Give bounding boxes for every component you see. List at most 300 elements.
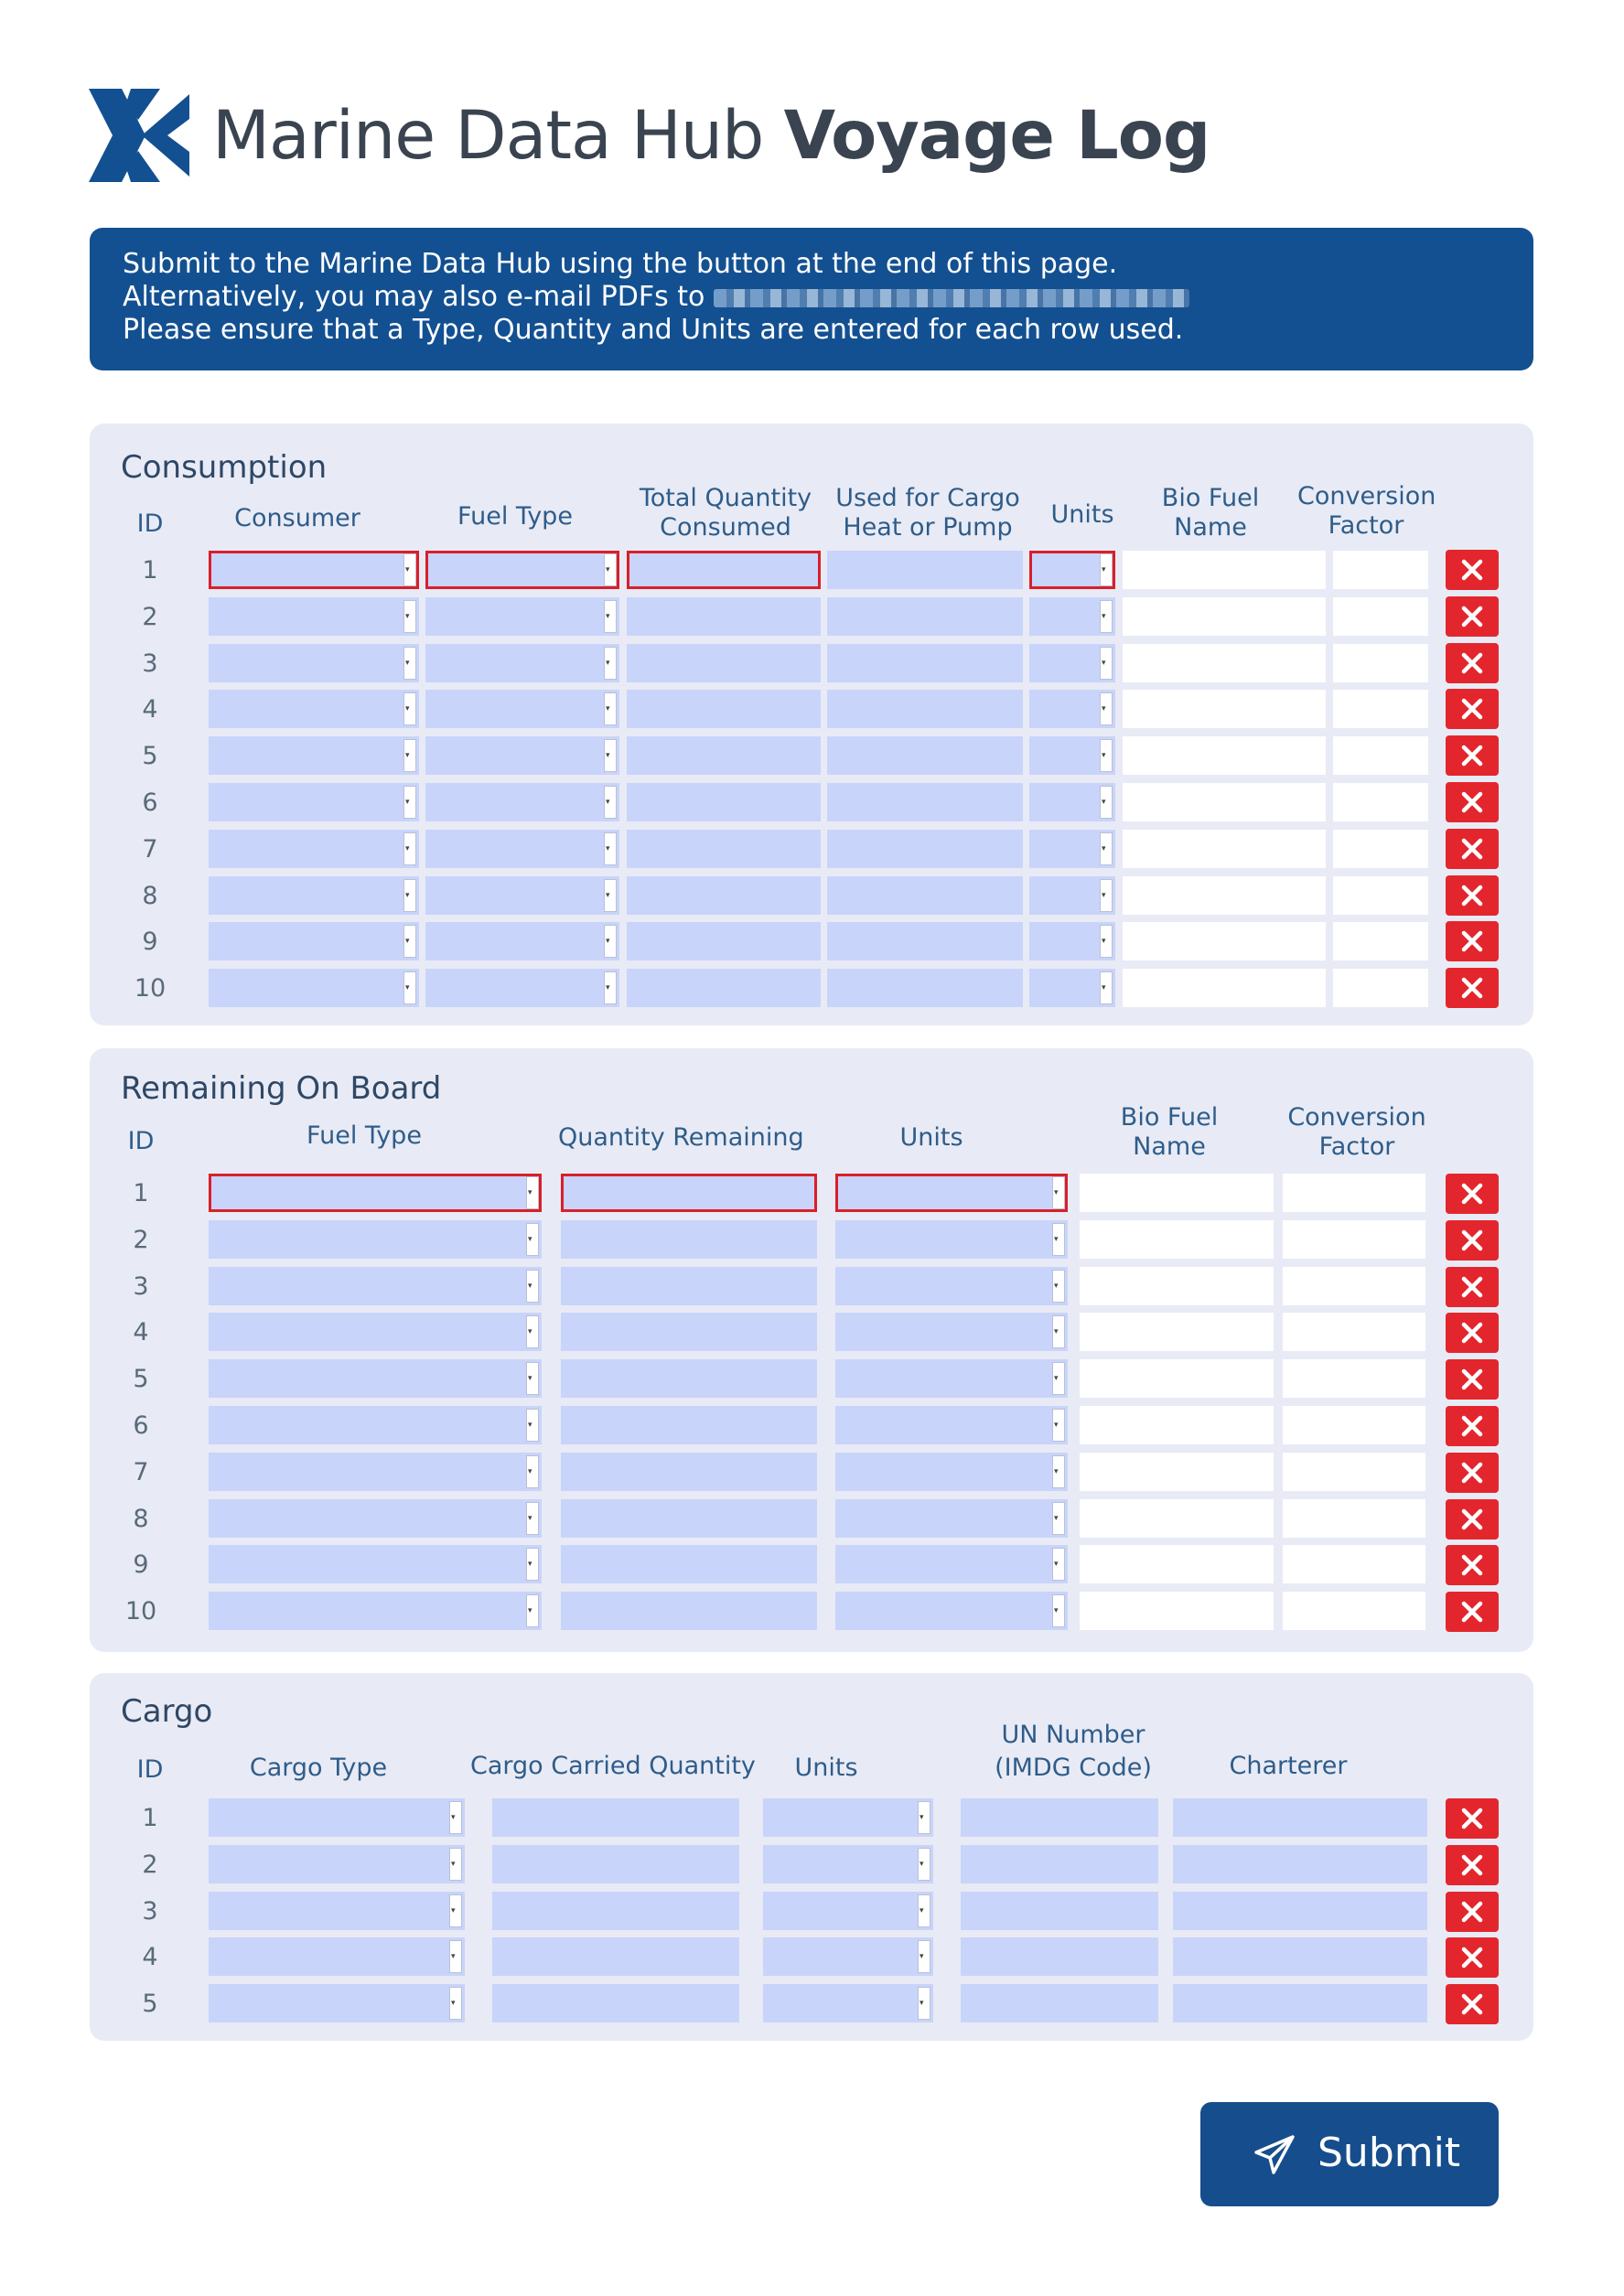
units-select[interactable]	[835, 1545, 1068, 1583]
bio-fuel-name-input[interactable]	[1123, 830, 1326, 868]
chevron-down-icon	[403, 832, 416, 865]
conversion-factor-input[interactable]	[1283, 1453, 1425, 1491]
conversion-factor-input[interactable]	[1283, 1592, 1425, 1630]
delete-row-button[interactable]	[1446, 735, 1499, 776]
delete-row-button[interactable]	[1446, 1798, 1499, 1839]
close-icon	[1461, 838, 1483, 860]
cargo-heat-input[interactable]	[827, 551, 1023, 589]
total-quantity-input[interactable]	[627, 783, 821, 821]
chevron-down-icon	[1052, 1502, 1065, 1535]
fuel-type-select[interactable]	[425, 922, 619, 960]
fuel-type-select[interactable]	[425, 969, 619, 1007]
consumer-select[interactable]	[209, 876, 419, 915]
conversion-factor-input[interactable]	[1333, 551, 1428, 589]
units-select[interactable]	[1029, 551, 1115, 589]
delete-row-button[interactable]	[1446, 1545, 1499, 1585]
chevron-down-icon	[1100, 739, 1113, 772]
total-quantity-input[interactable]	[627, 969, 821, 1007]
delete-row-button[interactable]	[1446, 1174, 1499, 1214]
bio-fuel-name-input[interactable]	[1080, 1592, 1274, 1630]
charterer-input[interactable]	[1173, 1937, 1427, 1976]
consumer-select[interactable]	[209, 736, 419, 775]
fuel-type-select[interactable]	[209, 1545, 542, 1583]
section-title: Consumption	[121, 449, 328, 486]
chevron-down-icon	[526, 1223, 539, 1256]
units-select[interactable]	[763, 1984, 933, 2022]
delete-row-button[interactable]	[1446, 1845, 1499, 1885]
col-header-quantity-remaining: Quantity Remaining	[558, 1123, 804, 1152]
conversion-factor-input[interactable]	[1283, 1406, 1425, 1444]
fuel-type-select[interactable]	[209, 1453, 542, 1491]
chevron-down-icon	[1052, 1223, 1065, 1256]
col-header-conversion: Conversion Factor	[1297, 482, 1436, 540]
units-select[interactable]	[835, 1499, 1068, 1538]
conversion-factor-input[interactable]	[1333, 830, 1428, 868]
row-id: 2	[133, 1225, 149, 1254]
row-id: 5	[133, 1365, 149, 1394]
fuel-type-select[interactable]	[209, 1267, 542, 1305]
quantity-remaining-input[interactable]	[561, 1220, 817, 1259]
bio-fuel-name-input[interactable]	[1123, 876, 1326, 915]
col-header-bio-fuel: Bio Fuel Name	[1120, 1103, 1219, 1161]
units-select[interactable]	[835, 1406, 1068, 1444]
cargo-type-select[interactable]	[209, 1984, 465, 2022]
cargo-heat-input[interactable]	[827, 876, 1023, 915]
close-icon	[1461, 1554, 1483, 1576]
charterer-input[interactable]	[1173, 1798, 1427, 1837]
fuel-type-select[interactable]	[209, 1406, 542, 1444]
delete-row-button[interactable]	[1446, 1499, 1499, 1540]
total-quantity-input[interactable]	[627, 736, 821, 775]
chevron-down-icon	[1052, 1362, 1065, 1395]
submit-label: Submit	[1317, 2130, 1461, 2176]
col-header-bio-fuel: Bio Fuel Name	[1161, 484, 1260, 542]
row-id: 3	[142, 649, 158, 678]
quantity-remaining-input[interactable]	[561, 1174, 817, 1212]
quantity-remaining-input[interactable]	[561, 1267, 817, 1305]
consumer-select[interactable]	[209, 922, 419, 960]
un-number-input[interactable]	[961, 1798, 1158, 1837]
charterer-input[interactable]	[1173, 1984, 1427, 2022]
fuel-type-select[interactable]	[425, 876, 619, 915]
chevron-down-icon	[1052, 1594, 1065, 1627]
remaining-on-board-section	[90, 1048, 1533, 1652]
chevron-down-icon	[918, 1940, 930, 1973]
fuel-type-select[interactable]	[209, 1313, 542, 1351]
bio-fuel-name-input[interactable]	[1123, 969, 1326, 1007]
delete-row-button[interactable]	[1446, 1220, 1499, 1261]
cargo-heat-input[interactable]	[827, 969, 1023, 1007]
delete-row-button[interactable]	[1446, 1406, 1499, 1446]
delete-row-button[interactable]	[1446, 689, 1499, 729]
un-number-input[interactable]	[961, 1937, 1158, 1976]
brand-x-logo-icon	[89, 89, 189, 182]
fuel-type-select[interactable]	[425, 830, 619, 868]
delete-row-button[interactable]	[1446, 643, 1499, 683]
consumer-select[interactable]	[209, 690, 419, 728]
cargo-heat-input[interactable]	[827, 736, 1023, 775]
row-id: 2	[142, 1850, 158, 1879]
bio-fuel-name-input[interactable]	[1080, 1545, 1274, 1583]
cargo-type-select[interactable]	[209, 1892, 465, 1930]
total-quantity-input[interactable]	[627, 876, 821, 915]
conversion-factor-input[interactable]	[1333, 969, 1428, 1007]
chevron-down-icon	[403, 553, 416, 586]
consumer-select[interactable]	[209, 830, 419, 868]
chevron-down-icon	[604, 739, 617, 772]
chevron-down-icon	[918, 1894, 930, 1927]
conversion-factor-input[interactable]	[1333, 597, 1428, 636]
units-select[interactable]	[835, 1313, 1068, 1351]
chevron-down-icon	[604, 647, 617, 680]
fuel-type-select[interactable]	[209, 1220, 542, 1259]
units-select[interactable]	[835, 1453, 1068, 1491]
chevron-down-icon	[1052, 1548, 1065, 1581]
close-icon	[1461, 1368, 1483, 1390]
cargo-type-select[interactable]	[209, 1937, 465, 1976]
conversion-factor-input[interactable]	[1283, 1313, 1425, 1351]
fuel-type-select[interactable]	[209, 1499, 542, 1538]
row-id: 1	[142, 556, 158, 585]
fuel-type-select[interactable]	[209, 1174, 542, 1212]
units-select[interactable]	[1029, 597, 1115, 636]
close-icon	[1461, 1993, 1483, 2015]
delete-row-button[interactable]	[1446, 1359, 1499, 1400]
delete-row-button[interactable]	[1446, 550, 1499, 590]
section-title: Cargo	[121, 1693, 213, 1730]
consumption-section	[90, 424, 1533, 1025]
units-select[interactable]	[763, 1892, 933, 1930]
delete-row-button[interactable]	[1446, 1592, 1499, 1632]
row-id: 6	[142, 789, 158, 817]
close-icon	[1461, 1415, 1483, 1437]
chevron-down-icon	[604, 971, 617, 1004]
chevron-down-icon	[918, 1987, 930, 2020]
row-id: 7	[133, 1457, 149, 1486]
chevron-down-icon	[1052, 1270, 1065, 1303]
bio-fuel-name-input[interactable]	[1123, 690, 1326, 728]
paper-plane-icon	[1253, 2135, 1296, 2175]
bio-fuel-name-input[interactable]	[1123, 551, 1326, 589]
col-header-id: ID	[136, 1755, 164, 1784]
close-icon	[1461, 1601, 1483, 1623]
conversion-factor-input[interactable]	[1283, 1267, 1425, 1305]
bio-fuel-name-input[interactable]	[1080, 1406, 1274, 1444]
cargo-quantity-input[interactable]	[492, 1937, 739, 1976]
col-header-total-quantity: Total Quantity Consumed	[639, 484, 812, 542]
delete-row-button[interactable]	[1446, 1453, 1499, 1493]
cargo-quantity-input[interactable]	[492, 1892, 739, 1930]
chevron-down-icon	[526, 1455, 539, 1488]
chevron-down-icon	[449, 1848, 462, 1881]
chevron-down-icon	[403, 600, 416, 633]
chevron-down-icon	[604, 600, 617, 633]
row-id: 9	[133, 1550, 149, 1580]
charterer-input[interactable]	[1173, 1892, 1427, 1930]
total-quantity-input[interactable]	[627, 551, 821, 589]
chevron-down-icon	[1100, 786, 1113, 819]
close-icon	[1461, 1808, 1483, 1829]
submit-button[interactable]	[1200, 2102, 1499, 2206]
cargo-quantity-input[interactable]	[492, 1845, 739, 1883]
quantity-remaining-input[interactable]	[561, 1313, 817, 1351]
conversion-factor-input[interactable]	[1333, 876, 1428, 915]
fuel-type-select[interactable]	[209, 1592, 542, 1630]
cargo-quantity-input[interactable]	[492, 1798, 739, 1837]
bio-fuel-name-input[interactable]	[1123, 783, 1326, 821]
row-id: 3	[133, 1271, 149, 1301]
close-icon	[1461, 698, 1483, 720]
bio-fuel-name-input[interactable]	[1123, 644, 1326, 682]
total-quantity-input[interactable]	[627, 922, 821, 960]
close-icon	[1461, 652, 1483, 674]
delete-row-button[interactable]	[1446, 782, 1499, 822]
chevron-down-icon	[1052, 1176, 1065, 1209]
col-header-consumer: Consumer	[234, 504, 360, 532]
total-quantity-input[interactable]	[627, 830, 821, 868]
col-header-units: Units	[1050, 500, 1114, 529]
un-number-input[interactable]	[961, 1892, 1158, 1930]
fuel-type-select[interactable]	[425, 783, 619, 821]
chevron-down-icon	[1052, 1409, 1065, 1442]
conversion-factor-input[interactable]	[1283, 1545, 1425, 1583]
bio-fuel-name-input[interactable]	[1080, 1359, 1274, 1398]
chevron-down-icon	[449, 1987, 462, 2020]
bio-fuel-name-input[interactable]	[1080, 1313, 1274, 1351]
un-number-input[interactable]	[961, 1984, 1158, 2022]
delete-row-button[interactable]	[1446, 1267, 1499, 1307]
units-select[interactable]	[835, 1220, 1068, 1259]
chevron-down-icon	[604, 925, 617, 958]
fuel-type-select[interactable]	[425, 736, 619, 775]
row-id: 4	[142, 695, 158, 724]
row-id: 10	[134, 974, 167, 1003]
close-icon	[1461, 559, 1483, 581]
chevron-down-icon	[604, 786, 617, 819]
row-id: 8	[133, 1504, 149, 1533]
row-id: 3	[142, 1896, 158, 1926]
chevron-down-icon	[604, 879, 617, 912]
col-header-charterer: Charterer	[1229, 1752, 1348, 1780]
col-header-id: ID	[127, 1127, 155, 1155]
units-select[interactable]	[1029, 922, 1115, 960]
total-quantity-input[interactable]	[627, 597, 821, 636]
chevron-down-icon	[526, 1176, 539, 1209]
row-id: 8	[142, 881, 158, 910]
units-select[interactable]	[1029, 644, 1115, 682]
delete-row-button[interactable]	[1446, 921, 1499, 961]
col-header-units: Units	[794, 1754, 858, 1782]
consumer-select[interactable]	[209, 783, 419, 821]
chevron-down-icon	[1100, 925, 1113, 958]
units-select[interactable]	[1029, 830, 1115, 868]
chevron-down-icon	[403, 739, 416, 772]
bio-fuel-name-input[interactable]	[1080, 1453, 1274, 1491]
close-icon	[1461, 1947, 1483, 1969]
close-icon	[1461, 885, 1483, 907]
close-icon	[1461, 1854, 1483, 1876]
conversion-factor-input[interactable]	[1283, 1499, 1425, 1538]
units-select[interactable]	[763, 1937, 933, 1976]
chevron-down-icon	[526, 1315, 539, 1348]
cargo-type-select[interactable]	[209, 1798, 465, 1837]
close-icon	[1461, 606, 1483, 628]
chevron-down-icon	[526, 1362, 539, 1395]
charterer-input[interactable]	[1173, 1845, 1427, 1883]
cargo-heat-input[interactable]	[827, 690, 1023, 728]
chevron-down-icon	[403, 879, 416, 912]
chevron-down-icon	[1100, 692, 1113, 725]
banner-line-1: Submit to the Marine Data Hub using the button at the end of this page.	[123, 248, 1118, 280]
units-select[interactable]	[835, 1592, 1068, 1630]
fuel-type-select[interactable]	[425, 597, 619, 636]
close-icon	[1461, 977, 1483, 999]
delete-row-button[interactable]	[1446, 1313, 1499, 1353]
bio-fuel-name-input[interactable]	[1080, 1499, 1274, 1538]
col-header-conversion: Conversion Factor	[1287, 1103, 1426, 1161]
chevron-down-icon	[526, 1548, 539, 1581]
cargo-heat-input[interactable]	[827, 644, 1023, 682]
conversion-factor-input[interactable]	[1333, 922, 1428, 960]
row-id: 9	[142, 928, 158, 957]
units-select[interactable]	[1029, 783, 1115, 821]
units-select[interactable]	[1029, 876, 1115, 915]
col-header-un-number: UN Number (IMDG Code)	[995, 1721, 1152, 1782]
chevron-down-icon	[526, 1594, 539, 1627]
units-select[interactable]	[1029, 690, 1115, 728]
quantity-remaining-input[interactable]	[561, 1453, 817, 1491]
row-id: 2	[142, 602, 158, 631]
consumer-select[interactable]	[209, 969, 419, 1007]
conversion-factor-input[interactable]	[1333, 690, 1428, 728]
conversion-factor-input[interactable]	[1333, 736, 1428, 775]
consumer-select[interactable]	[209, 597, 419, 636]
chevron-down-icon	[1100, 832, 1113, 865]
bio-fuel-name-input[interactable]	[1123, 736, 1326, 775]
chevron-down-icon	[403, 925, 416, 958]
row-id: 4	[142, 1943, 158, 1972]
conversion-factor-input[interactable]	[1333, 783, 1428, 821]
units-select[interactable]	[835, 1267, 1068, 1305]
info-banner	[90, 228, 1533, 370]
chevron-down-icon	[604, 692, 617, 725]
chevron-down-icon	[604, 832, 617, 865]
conversion-factor-input[interactable]	[1333, 644, 1428, 682]
cargo-type-select[interactable]	[209, 1845, 465, 1883]
cargo-quantity-input[interactable]	[492, 1984, 739, 2022]
section-title: Remaining On Board	[121, 1070, 442, 1107]
chevron-down-icon	[526, 1409, 539, 1442]
consumer-select[interactable]	[209, 644, 419, 682]
row-id: 7	[142, 834, 158, 864]
close-icon	[1461, 1462, 1483, 1484]
units-select[interactable]	[835, 1359, 1068, 1398]
fuel-type-select[interactable]	[425, 690, 619, 728]
quantity-remaining-input[interactable]	[561, 1406, 817, 1444]
chevron-down-icon	[403, 647, 416, 680]
banner-line-2: Alternatively, you may also e-mail PDFs to	[123, 281, 1533, 314]
row-id: 1	[142, 1804, 158, 1832]
units-select[interactable]	[1029, 736, 1115, 775]
consumer-select[interactable]	[209, 551, 419, 589]
close-icon	[1461, 930, 1483, 952]
close-icon	[1461, 1229, 1483, 1251]
units-select[interactable]	[1029, 969, 1115, 1007]
units-select[interactable]	[763, 1845, 933, 1883]
chevron-down-icon	[403, 786, 416, 819]
chevron-down-icon	[449, 1894, 462, 1927]
quantity-remaining-input[interactable]	[561, 1359, 817, 1398]
chevron-down-icon	[918, 1801, 930, 1834]
col-header-id: ID	[136, 510, 164, 538]
delete-row-button[interactable]	[1446, 829, 1499, 869]
close-icon	[1461, 745, 1483, 767]
chevron-down-icon	[403, 971, 416, 1004]
chevron-down-icon	[1052, 1315, 1065, 1348]
cargo-heat-input[interactable]	[827, 783, 1023, 821]
fuel-type-select[interactable]	[209, 1359, 542, 1398]
units-select[interactable]	[835, 1174, 1068, 1212]
col-header-cargo-quantity: Cargo Carried Quantity	[470, 1752, 756, 1780]
conversion-factor-input[interactable]	[1283, 1220, 1425, 1259]
delete-row-button[interactable]	[1446, 1937, 1499, 1978]
close-icon	[1461, 791, 1483, 813]
col-header-cargo-type: Cargo Type	[249, 1754, 388, 1782]
chevron-down-icon	[1100, 647, 1113, 680]
cargo-heat-input[interactable]	[827, 597, 1023, 636]
chevron-down-icon	[1052, 1455, 1065, 1488]
close-icon	[1461, 1508, 1483, 1530]
row-id: 4	[133, 1318, 149, 1347]
bio-fuel-name-input[interactable]	[1080, 1220, 1274, 1259]
cargo-heat-input[interactable]	[827, 830, 1023, 868]
delete-row-button[interactable]	[1446, 1984, 1499, 2024]
chevron-down-icon	[1100, 600, 1113, 633]
chevron-down-icon	[449, 1801, 462, 1834]
chevron-down-icon	[1100, 879, 1113, 912]
row-id: 1	[133, 1179, 149, 1207]
total-quantity-input[interactable]	[627, 644, 821, 682]
conversion-factor-input[interactable]	[1283, 1359, 1425, 1398]
units-select[interactable]	[763, 1798, 933, 1837]
row-id: 6	[133, 1411, 149, 1440]
quantity-remaining-input[interactable]	[561, 1499, 817, 1538]
total-quantity-input[interactable]	[627, 690, 821, 728]
close-icon	[1461, 1901, 1483, 1923]
redacted-email	[714, 289, 1189, 307]
quantity-remaining-input[interactable]	[561, 1545, 817, 1583]
bio-fuel-name-input[interactable]	[1123, 922, 1326, 960]
bio-fuel-name-input[interactable]	[1080, 1267, 1274, 1305]
delete-row-button[interactable]	[1446, 968, 1499, 1008]
bio-fuel-name-input[interactable]	[1123, 597, 1326, 636]
delete-row-button[interactable]	[1446, 875, 1499, 916]
un-number-input[interactable]	[961, 1845, 1158, 1883]
quantity-remaining-input[interactable]	[561, 1592, 817, 1630]
fuel-type-select[interactable]	[425, 644, 619, 682]
delete-row-button[interactable]	[1446, 1892, 1499, 1932]
conversion-factor-input[interactable]	[1283, 1174, 1425, 1212]
bio-fuel-name-input[interactable]	[1080, 1174, 1274, 1212]
fuel-type-select[interactable]	[425, 551, 619, 589]
col-header-units: Units	[899, 1123, 963, 1152]
cargo-heat-input[interactable]	[827, 922, 1023, 960]
delete-row-button[interactable]	[1446, 596, 1499, 637]
chevron-down-icon	[449, 1940, 462, 1973]
chevron-down-icon	[403, 692, 416, 725]
page-title: Marine Data Hub Voyage Log	[212, 97, 1210, 175]
chevron-down-icon	[604, 553, 617, 586]
